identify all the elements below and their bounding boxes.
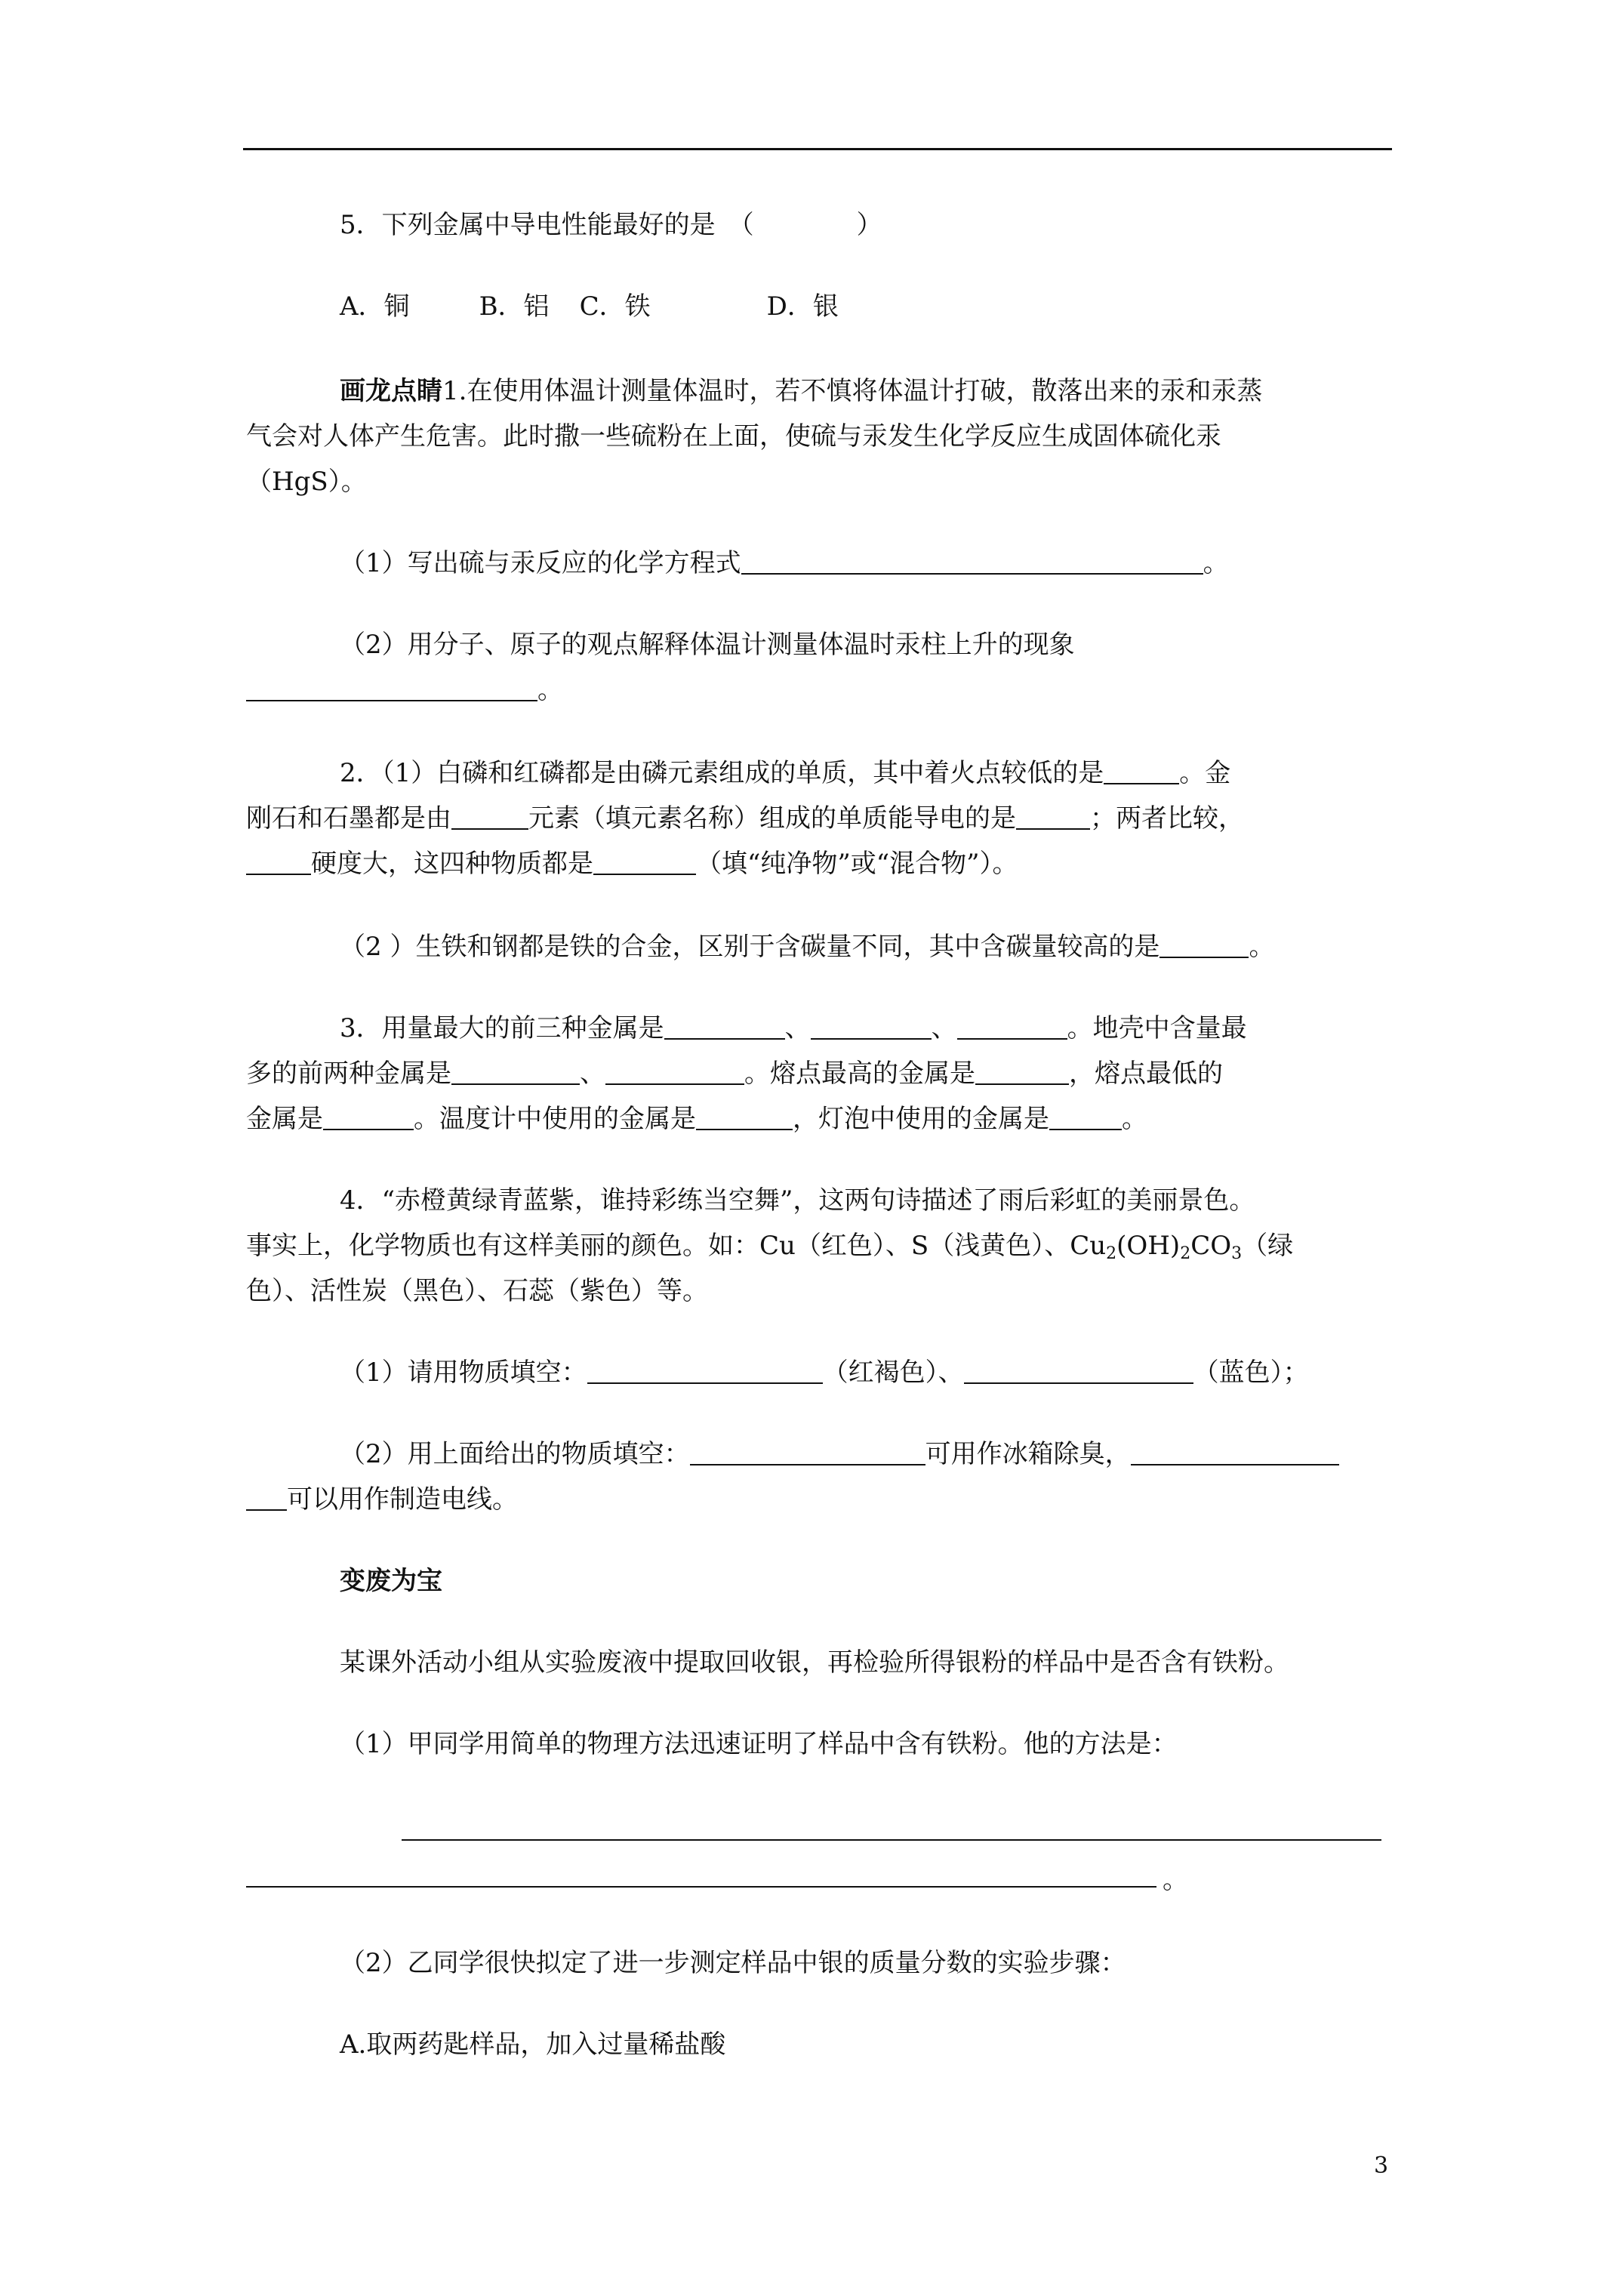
answer-line[interactable] bbox=[402, 1839, 1381, 1841]
q5-options bbox=[340, 290, 839, 323]
q4-sub1: （1）请用物质填空： （红褐色）、 （蓝色）； bbox=[340, 1358, 1309, 1388]
hualong-para-line3: （HgS）。 bbox=[246, 467, 367, 497]
hualong-sub2-answer: 。 bbox=[246, 673, 563, 707]
bianfei-sub2: （2）乙同学很快拟定了进一步测定样品中银的质量分数的实验步骤： bbox=[340, 1948, 1126, 1978]
answer-blank[interactable] bbox=[451, 804, 528, 830]
answer-blank[interactable] bbox=[1049, 1105, 1122, 1130]
q4-line2: 事实上，化学物质也有这样美丽的颜色。如：Cu（红色）、S（浅黄色）、$Cu_2(OH)_2CO_3$（绿 bbox=[246, 1231, 1294, 1263]
answer-blank[interactable] bbox=[593, 849, 696, 875]
answer-blank[interactable] bbox=[587, 1358, 823, 1384]
answer-blank[interactable] bbox=[1160, 932, 1249, 958]
hualong-sub2: （2）用分子、原子的观点解释体温计测量体温时汞柱上升的现象 bbox=[340, 630, 1075, 660]
header-rule bbox=[243, 148, 1392, 150]
answer-blank[interactable] bbox=[246, 849, 311, 875]
option-a: A．铜 bbox=[340, 291, 410, 322]
answer-blank[interactable] bbox=[975, 1059, 1069, 1085]
bianfei-intro: 某课外活动小组从实验废液中提取回收银，再检验所得银粉的样品中是否含有铁粉。 bbox=[340, 1647, 1289, 1678]
answer-blank[interactable] bbox=[1104, 759, 1179, 784]
hualong-para-line1: 画龙点睛1.在使用体温计测量体温时，若不慎将体温计打破，散落出来的汞和汞蒸 bbox=[340, 376, 1263, 406]
answer-blank[interactable] bbox=[451, 1059, 580, 1085]
answer-blank[interactable] bbox=[323, 1105, 414, 1130]
q4-line3: 色）、活性炭（黑色）、石蕊（紫色）等。 bbox=[246, 1276, 708, 1306]
q2-line2: 刚石和石墨都是由 元素（填元素名称）组成的单质能导电的是 ；两者比较， bbox=[246, 803, 1244, 834]
q5-stem: 5．下列金属中导电性能最好的是 （ ） bbox=[340, 210, 882, 240]
answer-blank[interactable] bbox=[246, 676, 537, 701]
q3-line3: 金属是 。温度计中使用的金属是 ，灯泡中使用的金属是 。 bbox=[246, 1104, 1147, 1134]
q4-line1: 4．“赤橙黄绿青蓝紫，谁持彩练当空舞”，这两句诗描述了雨后彩虹的美丽景色。 bbox=[340, 1185, 1255, 1216]
answer-line[interactable] bbox=[246, 1886, 1156, 1888]
q2-line1: 2．（1）白磷和红磷都是由磷元素组成的单质，其中着火点较低的是 。金 bbox=[340, 758, 1231, 788]
q3-line2: 多的前两种金属是 、 。熔点最高的金属是 ，熔点最低的 bbox=[246, 1059, 1223, 1089]
q4-sub2-cont: 可以用作制造电线。 bbox=[246, 1483, 518, 1516]
answer-blank[interactable] bbox=[690, 1440, 925, 1465]
q3-line1: 3．用量最大的前三种金属是 、 、 。地壳中含量最 bbox=[340, 1013, 1247, 1043]
bianfei-step-a: A.取两药匙样品，加入过量稀盐酸 bbox=[340, 2029, 726, 2060]
answer-blank[interactable] bbox=[605, 1059, 744, 1085]
answer-blank[interactable] bbox=[957, 1014, 1067, 1040]
q2-line3: 硬度大，这四种物质都是 （填“纯净物”或“混合物”）。 bbox=[246, 847, 1018, 880]
option-b: B．铝 bbox=[479, 291, 550, 322]
answer-blank[interactable] bbox=[964, 1358, 1193, 1384]
answer-blank[interactable] bbox=[664, 1014, 785, 1040]
bianfei-sub1: （1）甲同学用简单的物理方法迅速证明了样品中含有铁粉。他的方法是： bbox=[340, 1729, 1178, 1759]
answer-blank[interactable] bbox=[741, 549, 1203, 575]
bianfei-sub1-end: 。 bbox=[1163, 1865, 1188, 1895]
option-d: D．银 bbox=[766, 291, 839, 322]
page-number: 3 bbox=[1374, 2153, 1389, 2179]
q2-sub2: （2 ）生铁和钢都是铁的合金，区别于含碳量不同，其中含碳量较高的是 。 bbox=[340, 932, 1275, 962]
q4-sub2: （2）用上面给出的物质填空： 可用作冰箱除臭， bbox=[340, 1438, 1339, 1471]
answer-blank[interactable] bbox=[1131, 1440, 1339, 1465]
answer-blank[interactable] bbox=[246, 1485, 287, 1511]
bianfei-heading: 变废为宝 bbox=[340, 1566, 442, 1596]
option-c: C．铁 bbox=[579, 291, 651, 322]
hualong-para-line2: 气会对人体产生危害。此时撒一些硫粉在上面，使硫与汞发生化学反应生成固体硫化汞 bbox=[246, 421, 1221, 451]
answer-blank[interactable] bbox=[696, 1105, 793, 1130]
hualong-heading: 画龙点睛 bbox=[340, 376, 442, 406]
answer-blank[interactable] bbox=[811, 1014, 932, 1040]
answer-blank[interactable] bbox=[1016, 804, 1090, 830]
hualong-sub1: （1）写出硫与汞反应的化学方程式 。 bbox=[340, 548, 1229, 578]
